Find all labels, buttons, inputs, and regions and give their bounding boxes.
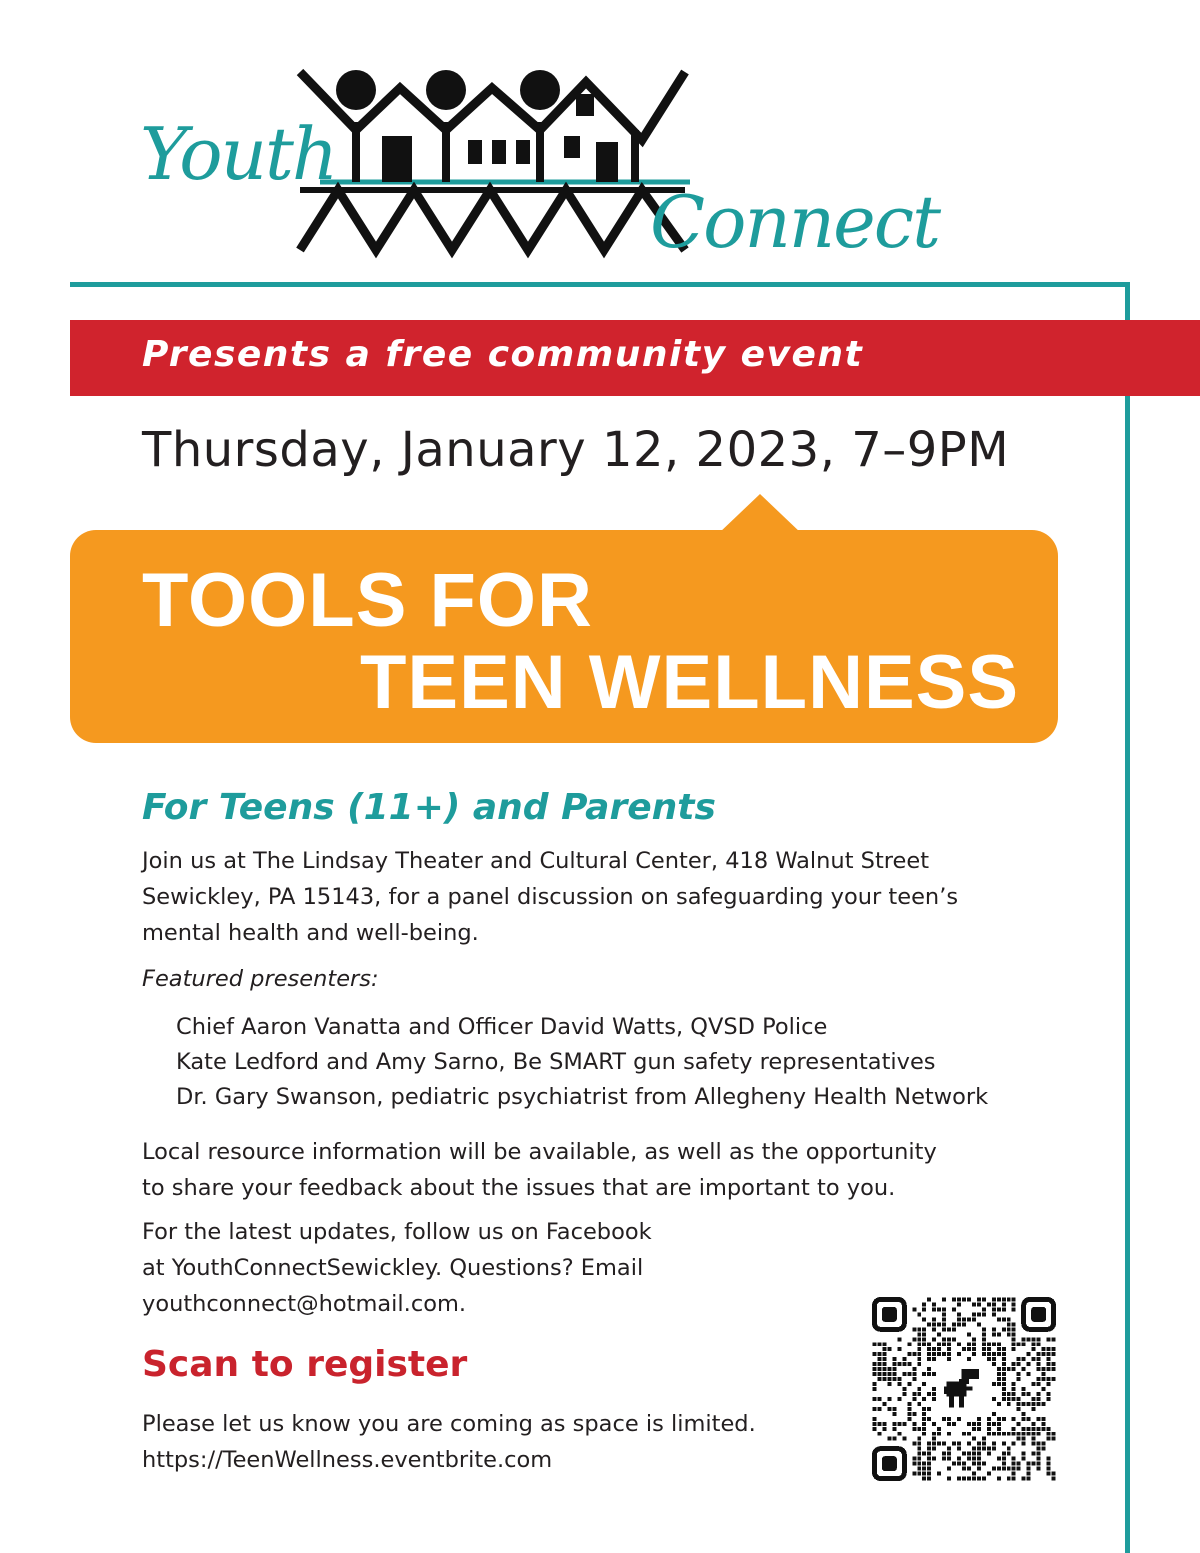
updates-email-line: youthconnect@hotmail.com. [142, 1291, 467, 1317]
presenter-item: Kate Ledford and Amy Sarno, Be SMART gun safety representatives [176, 1049, 936, 1075]
presenters-heading: Featured presenters: [142, 966, 379, 992]
updates-line: at YouthConnectSewickley. Questions? Email [142, 1255, 644, 1281]
intro-line: Sewickley, PA 15143, for a panel discussion on safeguarding your teen’s [142, 884, 959, 910]
event-date: Thursday, January 12, 2023, 7–9PM [142, 422, 1010, 478]
resources-paragraph [142, 1134, 1062, 1206]
event-title-line-1: TOOLS FOR [142, 558, 593, 643]
logo-word-connect: Connect [650, 180, 940, 264]
register-paragraph [142, 1406, 862, 1478]
banner-text: Presents a free community event [142, 334, 864, 375]
intro-line: mental health and well-being. [142, 920, 479, 946]
logo-word-youth: Youth [140, 112, 337, 196]
intro-line: Join us at The Lindsay Theater and Cultural Center, 418 Walnut Street [142, 848, 930, 874]
scan-to-register-heading: Scan to register [142, 1344, 468, 1385]
register-note-line: Please let us know you are coming as space is limited. [142, 1411, 756, 1437]
updates-paragraph [142, 1214, 742, 1322]
register-url: https://TeenWellness.eventbrite.com [142, 1447, 553, 1473]
title-box-pointer [718, 494, 802, 534]
presenters-list [176, 1010, 988, 1115]
qr-code-icon [872, 1297, 1056, 1481]
intro-paragraph [142, 843, 1062, 951]
event-title-line-2: TEEN WELLNESS [360, 640, 1020, 725]
presenter-item: Chief Aaron Vanatta and Officer David Watts, QVSD Police [176, 1014, 828, 1040]
resources-line: to share your feedback about the issues that are important to you. [142, 1175, 896, 1201]
audience-heading: For Teens (11+) and Parents [142, 787, 716, 828]
teal-divider-right [1125, 282, 1130, 1553]
presenter-item: Dr. Gary Swanson, pediatric psychiatrist from Allegheny Health Network [176, 1084, 989, 1110]
updates-line: For the latest updates, follow us on Facebook [142, 1219, 652, 1245]
resources-line: Local resource information will be available, as well as the opportunity [142, 1139, 937, 1165]
teal-divider-top [70, 282, 1130, 287]
